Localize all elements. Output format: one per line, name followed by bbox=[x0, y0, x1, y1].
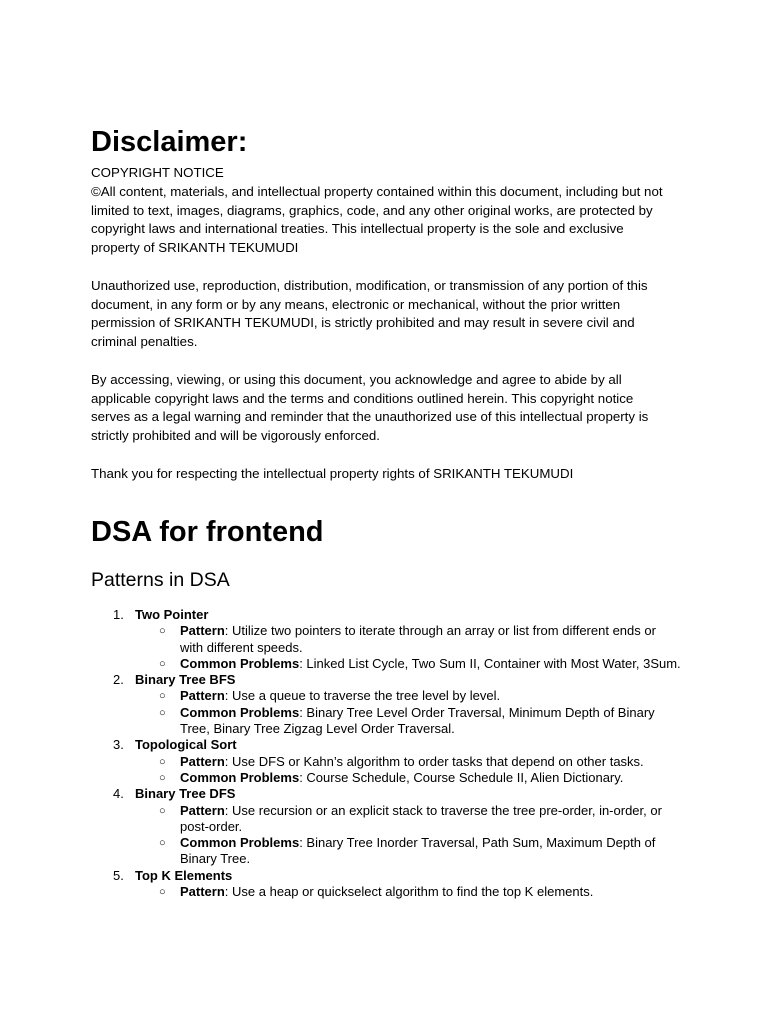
copyright-notice bbox=[91, 164, 675, 484]
section-title: DSA for frontend bbox=[91, 516, 324, 548]
pattern-detail-key: Common Problems bbox=[180, 769, 300, 785]
pattern-detail-item bbox=[135, 835, 681, 868]
hollow-bullet-icon: ○ bbox=[159, 771, 166, 784]
pattern-detail-item bbox=[135, 623, 681, 656]
hollow-bullet-icon: ○ bbox=[159, 755, 166, 768]
pattern-detail-text: : Use a queue to traverse the tree level by level. bbox=[224, 688, 501, 704]
pattern-item bbox=[91, 607, 681, 672]
pattern-name: Binary Tree BFS bbox=[135, 672, 236, 688]
pattern-name: Top K Elements bbox=[135, 867, 233, 883]
pattern-detail-key: Pattern bbox=[180, 688, 225, 704]
pattern-detail-text: : Course Schedule, Course Schedule II, Alien Dictionary. bbox=[299, 769, 624, 785]
pattern-item bbox=[91, 672, 681, 737]
pattern-number: 4. bbox=[113, 786, 124, 802]
pattern-detail-key: Pattern bbox=[180, 802, 225, 818]
pattern-detail-text: : Use DFS or Kahn’s algorithm to order tasks that depend on other tasks. bbox=[224, 753, 644, 769]
copyright-notice-body bbox=[91, 164, 675, 258]
copyright-notice-title: COPYRIGHT NOTICE bbox=[91, 165, 224, 180]
pattern-number: 2. bbox=[113, 672, 124, 688]
pattern-detail-key: Pattern bbox=[180, 623, 225, 639]
hollow-bullet-icon: ○ bbox=[159, 690, 166, 703]
copyright-paragraph-2: Unauthorized use, reproduction, distribution, modification, or transmission of any portion of this document, in any form or by any means, electronic or mechanical, without the prior written permission of SRIKANTH TEKUMUDI, is strictly prohibited and may result in severe civil and criminal penalties. bbox=[91, 277, 648, 350]
pattern-detail-item bbox=[135, 688, 681, 704]
hollow-bullet-icon: ○ bbox=[159, 657, 166, 670]
pattern-detail-key: Pattern bbox=[180, 753, 225, 769]
pattern-item bbox=[91, 786, 681, 867]
hollow-bullet-icon: ○ bbox=[159, 706, 166, 719]
pattern-details-list bbox=[135, 754, 681, 787]
hollow-bullet-icon: ○ bbox=[159, 886, 166, 899]
pattern-detail-text: : Utilize two pointers to iterate through an array or list from different ends or with different speeds. bbox=[180, 623, 656, 655]
patterns-list bbox=[91, 607, 681, 900]
pattern-detail-text: : Linked List Cycle, Two Sum II, Container with Most Water, 3Sum. bbox=[299, 655, 681, 671]
pattern-detail-item bbox=[135, 656, 681, 672]
pattern-name: Topological Sort bbox=[135, 737, 237, 753]
pattern-number: 3. bbox=[113, 737, 124, 753]
pattern-number: 5. bbox=[113, 867, 124, 883]
pattern-item bbox=[91, 868, 681, 901]
pattern-detail-item bbox=[135, 770, 681, 786]
pattern-name: Binary Tree DFS bbox=[135, 786, 236, 802]
pattern-detail-key: Common Problems bbox=[180, 835, 300, 851]
pattern-detail-text: : Use recursion or an explicit stack to traverse the tree pre-order, in-order, or post-order. bbox=[180, 802, 662, 834]
pattern-name: Two Pointer bbox=[135, 607, 209, 622]
pattern-details-list bbox=[135, 688, 681, 737]
copyright-paragraph-4: Thank you for respecting the intellectual property rights of SRIKANTH TEKUMUDI bbox=[91, 465, 574, 481]
hollow-bullet-icon: ○ bbox=[159, 837, 166, 850]
copyright-paragraph-3: By accessing, viewing, or using this document, you acknowledge and agree to abide by all applicable copyright laws and the terms and conditions outlined herein. This copyright notice serves as a legal warning and reminder that the unauthorized use of this intellectual property is strictly prohibited and will be vigorously enforced. bbox=[91, 371, 649, 444]
hollow-bullet-icon: ○ bbox=[159, 804, 166, 817]
pattern-details-list bbox=[135, 803, 681, 868]
pattern-detail-key: Common Problems bbox=[180, 655, 300, 671]
section-subtitle: Patterns in DSA bbox=[91, 569, 230, 591]
copyright-paragraph-1: ©All content, materials, and intellectual property contained within this document, including but not limited to text, images, diagrams, graphics, code, and any other original works, are protected by copyright laws and international treaties. This intellectual property is the sole and exclusive property of SRIKANTH TEKUMUDI bbox=[91, 183, 663, 256]
pattern-detail-text: : Binary Tree Inorder Traversal, Path Sum, Maximum Depth of Binary Tree. bbox=[180, 835, 656, 867]
disclaimer-heading: Disclaimer: bbox=[91, 126, 248, 158]
pattern-detail-item bbox=[135, 803, 681, 836]
pattern-detail-item bbox=[135, 705, 681, 738]
pattern-detail-item bbox=[135, 754, 681, 770]
pattern-number: 1. bbox=[113, 607, 124, 622]
pattern-details-list bbox=[135, 623, 681, 672]
pattern-detail-text: : Binary Tree Level Order Traversal, Minimum Depth of Binary Tree, Binary Tree Zigzag Level Order Traversal. bbox=[180, 704, 655, 737]
pattern-detail-item bbox=[135, 884, 681, 900]
hollow-bullet-icon: ○ bbox=[159, 625, 166, 638]
pattern-detail-key: Pattern bbox=[180, 884, 225, 900]
pattern-details-list bbox=[135, 884, 681, 900]
pattern-detail-text: : Use a heap or quickselect algorithm to find the top K elements. bbox=[224, 884, 594, 900]
pattern-item bbox=[91, 737, 681, 786]
pattern-detail-key: Common Problems bbox=[180, 704, 300, 720]
